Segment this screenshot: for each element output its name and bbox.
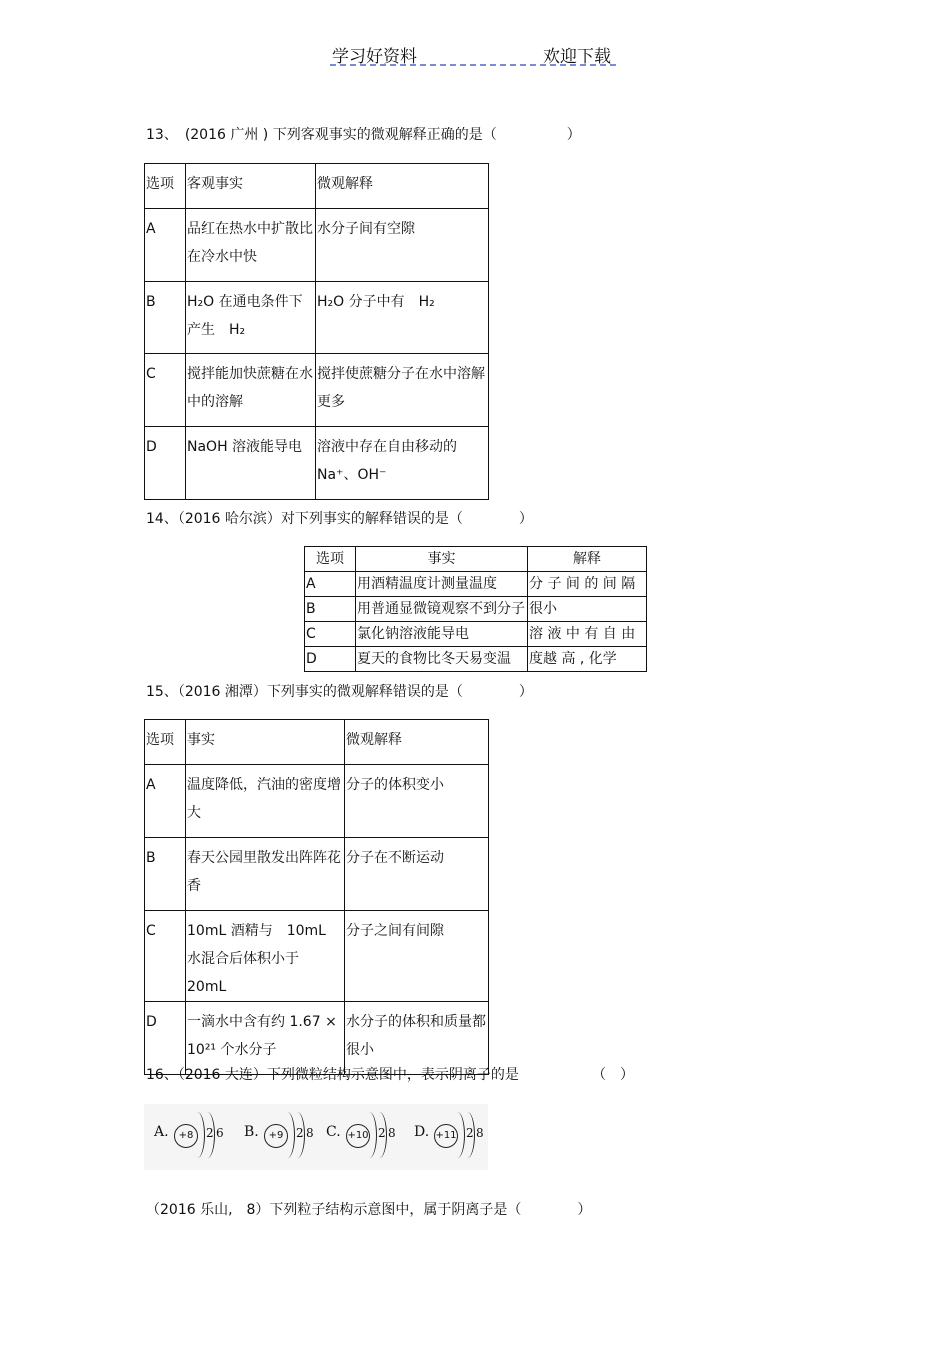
atom-structure-diagrams [144, 1104, 488, 1170]
atom-diagram-c [326, 1112, 406, 1164]
q13-table [144, 163, 489, 500]
table-cell: D [145, 1002, 186, 1075]
shell-electron-count: 2 [296, 1126, 304, 1140]
q17-stem: （2016 乐山, 8）下列粒子结构示意图中，属于阴离子是（ ） [146, 1202, 592, 1218]
table-row [305, 647, 647, 672]
table-cell: NaOH 溶液能导电 [186, 427, 316, 500]
nucleus: +11 [434, 1124, 458, 1148]
table-cell: 分子在不断运动 [345, 838, 489, 911]
table-cell: B [145, 838, 186, 911]
table-cell: 很小 [528, 597, 647, 622]
table-row [305, 622, 647, 647]
table-row [305, 547, 647, 572]
shell-electron-count: 8 [476, 1126, 484, 1140]
q13-stem: 13、 (2016 广州 ) 下列客观事实的微观解释正确的是（ ） [146, 127, 581, 143]
table-cell: 用酒精温度计测量温度 [356, 572, 528, 597]
table-cell: 夏天的食物比冬天易变温 [356, 647, 528, 672]
table-cell: 解释 [528, 547, 647, 572]
table-cell: D [305, 647, 356, 672]
table-row [145, 282, 489, 354]
table-row [305, 572, 647, 597]
q15-table [144, 719, 489, 1075]
table-cell: C [145, 911, 186, 1002]
table-cell: B [145, 282, 186, 354]
atom-diagram-d [414, 1112, 494, 1164]
table-cell: A [145, 765, 186, 838]
q16-stem: 16、（2016 大连）下列微粒结构示意图中，表示阴离子的是 [146, 1067, 519, 1083]
header-right: 欢迎下载 [543, 47, 611, 67]
table-cell: 溶 液 中 有 自 由 [528, 622, 647, 647]
table-cell: C [145, 354, 186, 427]
table-cell: H₂O 在通电条件下产生 H₂ [186, 282, 316, 354]
table-cell: A [305, 572, 356, 597]
table-cell: 水分子间有空隙 [316, 209, 489, 282]
table-cell: 微观解释 [316, 164, 489, 209]
atom-diagram-a [154, 1112, 234, 1164]
option-label: D. [414, 1124, 430, 1140]
nucleus: +8 [174, 1124, 198, 1148]
table-cell: 10mL 酒精与 10mL 水混合后体积小于 20mL [186, 911, 345, 1002]
table-cell: H₂O 分子中有 H₂ [316, 282, 489, 354]
table-cell: A [145, 209, 186, 282]
q15-stem: 15、（2016 湘潭）下列事实的微观解释错误的是（ ） [146, 684, 533, 700]
option-label: B. [244, 1124, 259, 1140]
nucleus: +9 [264, 1124, 288, 1148]
shell-electron-count: 6 [216, 1126, 224, 1140]
shell-electron-count: 2 [466, 1126, 474, 1140]
table-cell: 溶液中存在自由移动的 Na⁺、OH⁻ [316, 427, 489, 500]
table-cell: 用普通显微镜观察不到分子 [356, 597, 528, 622]
table-row [145, 427, 489, 500]
shell-electron-count: 2 [378, 1126, 386, 1140]
shell-electron-count: 2 [206, 1126, 214, 1140]
table-cell: 度越 高 , 化学 [528, 647, 647, 672]
q14-table [304, 546, 647, 672]
table-cell: 温度降低，汽油的密度增大 [186, 765, 345, 838]
table-cell: 事实 [186, 720, 345, 765]
header-left: 学习好资料 [332, 47, 417, 67]
atom-diagram-b [244, 1112, 324, 1164]
table-cell: 搅拌能加快蔗糖在水中的溶解 [186, 354, 316, 427]
table-row [145, 209, 489, 282]
table-cell: 分 子 间 的 间 隔 [528, 572, 647, 597]
table-row [145, 838, 489, 911]
table-cell: 一滴水中含有约 1.67 × 10²¹ 个水分子 [186, 1002, 345, 1075]
table-cell: 分子的体积变小 [345, 765, 489, 838]
table-cell: D [145, 427, 186, 500]
table-cell: 水分子的体积和质量都很小 [345, 1002, 489, 1075]
shell-electron-count: 8 [388, 1126, 396, 1140]
table-cell: 事实 [356, 547, 528, 572]
table-cell: 春天公园里散发出阵阵花香 [186, 838, 345, 911]
table-cell: 品红在热水中扩散比在冷水中快 [186, 209, 316, 282]
table-cell: 客观事实 [186, 164, 316, 209]
option-label: C. [326, 1124, 341, 1140]
table-row [305, 597, 647, 622]
option-label: A. [154, 1124, 169, 1140]
table-row [145, 720, 489, 765]
table-cell: B [305, 597, 356, 622]
table-row [145, 765, 489, 838]
table-cell: 选项 [145, 720, 186, 765]
table-cell: 选项 [305, 547, 356, 572]
table-cell: C [305, 622, 356, 647]
header-underline [330, 64, 616, 66]
table-cell: 氯化钠溶液能导电 [356, 622, 528, 647]
table-row [145, 354, 489, 427]
table-cell: 搅拌使蔗糖分子在水中溶解更多 [316, 354, 489, 427]
table-row [145, 164, 489, 209]
table-cell: 分子之间有间隙 [345, 911, 489, 1002]
table-cell: 选项 [145, 164, 186, 209]
q16-paren: （ ） [592, 1067, 634, 1083]
nucleus: +10 [346, 1124, 370, 1148]
table-row [145, 911, 489, 1002]
q14-stem: 14、（2016 哈尔滨）对下列事实的解释错误的是（ ） [146, 511, 533, 527]
shell-electron-count: 8 [306, 1126, 314, 1140]
table-cell: 微观解释 [345, 720, 489, 765]
